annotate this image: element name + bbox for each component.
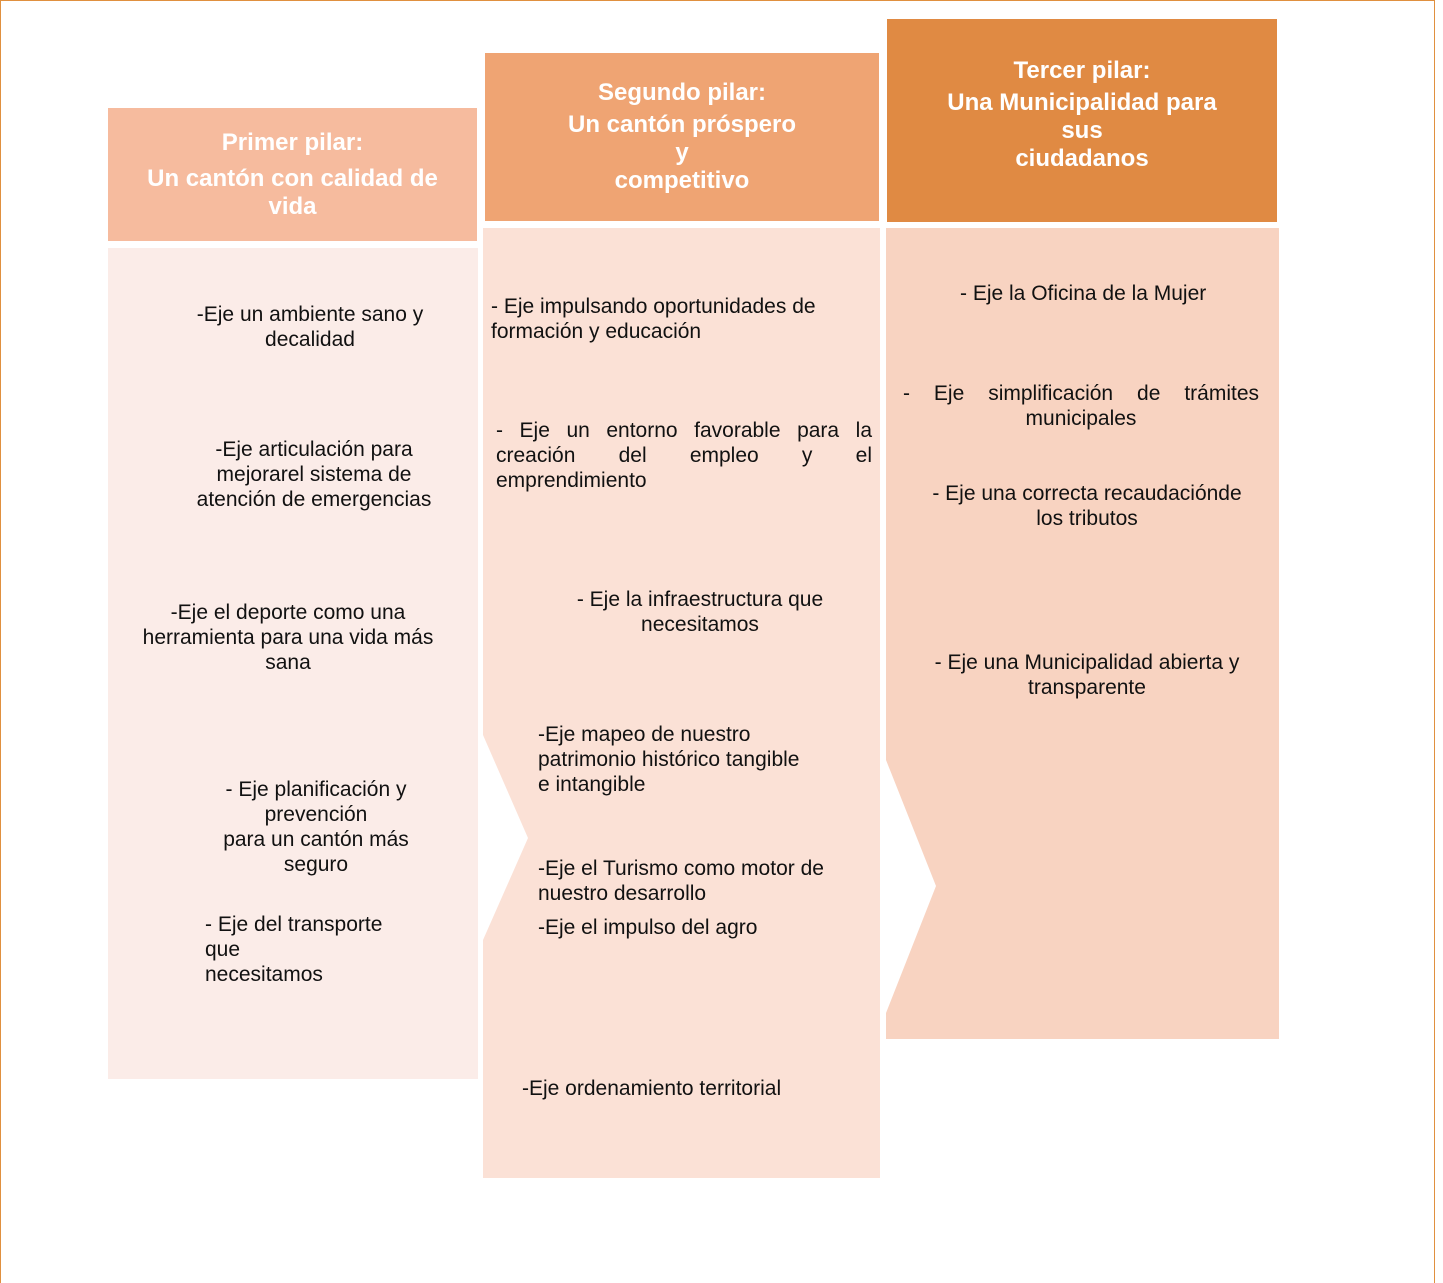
pillar-2-header (485, 53, 879, 221)
pillar-3-item: - Eje la Oficina de la Mujer (960, 282, 1207, 305)
pillar-2-item: -Eje el impulso del agro (538, 916, 758, 939)
pillar-1-item: - Eje del transporte que necesitamos (205, 913, 383, 986)
pillar-3-subtitle: Una Municipalidad para sus ciudadanos (947, 89, 1217, 172)
pillar-2-item: - Eje la infraestructura que necesitamos (576, 588, 824, 636)
pillar-2-title: Segundo pilar: (598, 79, 766, 106)
pillar-2-item: -Eje mapeo de nuestro patrimonio histórico tangible e intangible (538, 723, 800, 796)
pillar-3-title: Tercer pilar: (1013, 57, 1151, 84)
pillar-2-item: -Eje ordenamiento territorial (522, 1077, 782, 1100)
pillar-2-item: -Eje el Turismo como motor de nuestro desarrollo (538, 857, 824, 905)
pillar-1-item: -Eje un ambiente sano y decalidad (196, 303, 424, 351)
pillar-2-body (483, 228, 880, 1178)
pillar-3-body (886, 228, 1279, 1039)
pillar-1-title: Primer pilar: (221, 128, 364, 156)
pillar-1-item: -Eje el deporte como una herramienta para una vida más sana (142, 601, 434, 674)
pillar-2-subtitle: Un cantón próspero y competitivo (567, 111, 796, 194)
pillar-1-header (108, 108, 477, 241)
pillar-3-item: - Eje una Municipalidad abierta y transparente (934, 651, 1240, 699)
pillar-2-item: - Eje impulsando oportunidades de formación y educación (491, 295, 816, 343)
pillar-2-item: - Eje un entorno favorable para la creación del empleo y el emprendimiento (496, 419, 872, 492)
pillar-3-item: - Eje una correcta recaudaciónde los tributos (932, 482, 1242, 530)
pillar-1-item: -Eje articulación para mejorarel sistema de atención de emergencias (196, 438, 432, 511)
pillar-3-item: - Eje simplificación de trámites municipales (903, 382, 1259, 430)
pillar-1-item: - Eje planificación y prevención para un cantón más seguro (223, 778, 409, 876)
pillar-1-subtitle: Un cantón con calidad de vida (147, 164, 438, 220)
pillar-3-header (887, 19, 1277, 222)
